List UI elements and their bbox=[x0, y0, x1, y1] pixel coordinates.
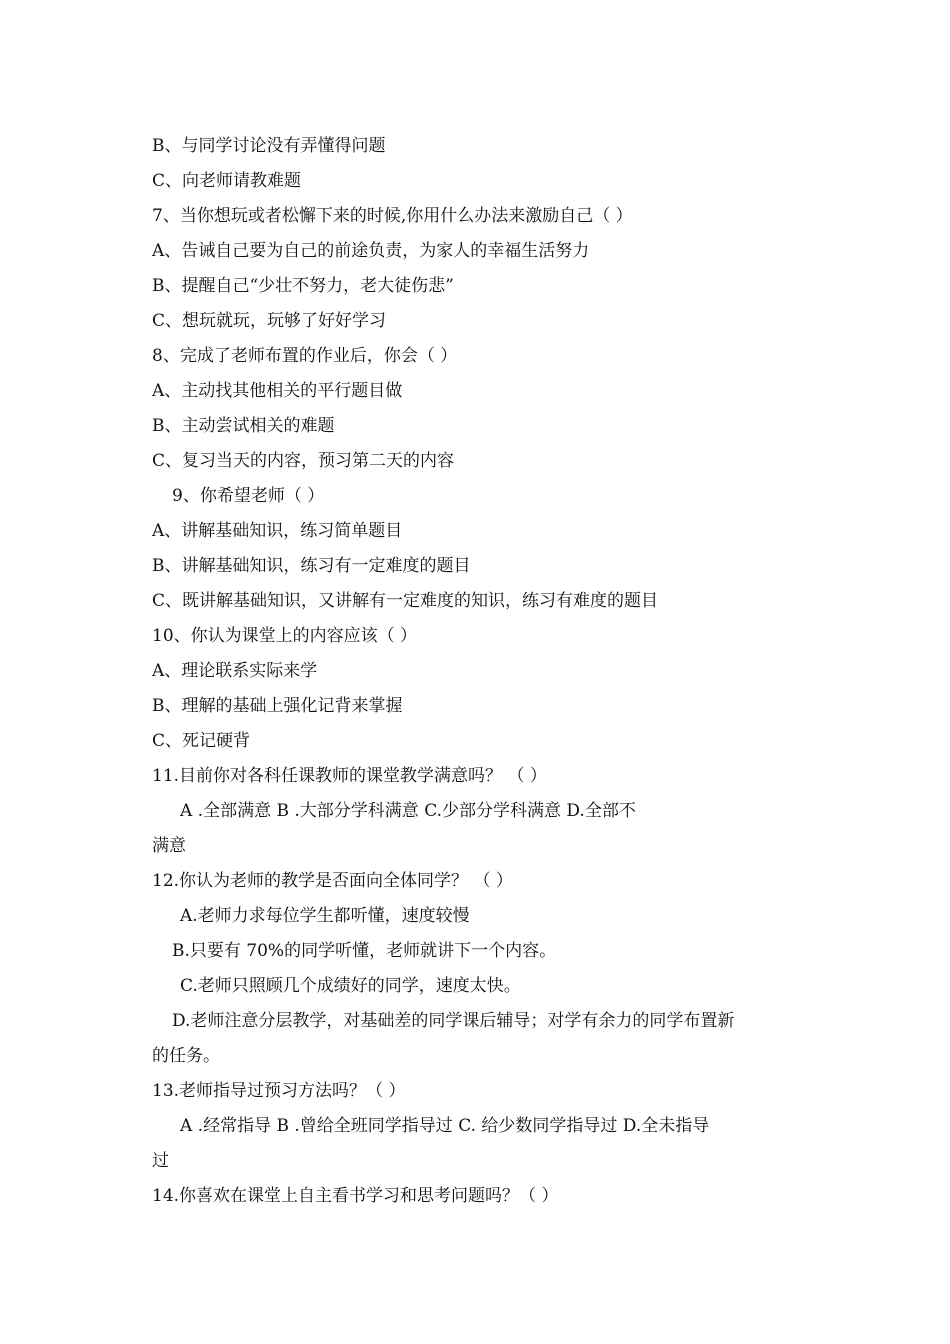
question-9-option-a: A、讲解基础知识，练习简单题目 bbox=[152, 521, 403, 541]
question-10-option-b: B、理解的基础上强化记背来掌握 bbox=[152, 696, 403, 716]
option-b-discuss: B、与同学讨论没有弄懂得问题 bbox=[152, 136, 386, 156]
question-13-options: A .经常指导 B .曾给全班同学指导过 C. 给少数同学指导过 D.全未指导 bbox=[180, 1116, 710, 1136]
question-13: 13.老师指导过预习方法吗？（ ） bbox=[152, 1081, 406, 1101]
question-13-options-continued: 过 bbox=[152, 1151, 169, 1171]
question-9: 9、你希望老师（ ） bbox=[172, 486, 325, 506]
question-14: 14.你喜欢在课堂上自主看书学习和思考问题吗？（ ） bbox=[152, 1186, 559, 1206]
question-9-option-b: B、讲解基础知识，练习有一定难度的题目 bbox=[152, 556, 471, 576]
question-10-option-c: C、死记硬背 bbox=[152, 731, 251, 751]
question-11-options-continued: 满意 bbox=[152, 836, 186, 856]
question-12-option-d: D.老师注意分层教学，对基础差的同学课后辅导；对学有余力的同学布置新 bbox=[172, 1011, 735, 1031]
question-8-option-a: A、主动找其他相关的平行题目做 bbox=[152, 381, 403, 401]
question-12: 12.你认为老师的教学是否面向全体同学？ （ ） bbox=[152, 871, 513, 891]
question-12-option-a: A.老师力求每位学生都听懂，速度较慢 bbox=[180, 906, 470, 926]
question-12-option-c: C.老师只照顾几个成绩好的同学，速度太快。 bbox=[180, 976, 521, 996]
question-11-options: A .全部满意 B .大部分学科满意 C.少部分学科满意 D.全部不 bbox=[180, 801, 636, 821]
question-7-option-c: C、想玩就玩，玩够了好好学习 bbox=[152, 311, 387, 331]
question-7-option-a: A、告诫自己要为自己的前途负责，为家人的幸福生活努力 bbox=[152, 241, 590, 261]
question-12-option-b: B.只要有 70%的同学听懂，老师就讲下一个内容。 bbox=[172, 941, 557, 961]
question-10: 10、你认为课堂上的内容应该（ ） bbox=[152, 626, 418, 646]
question-8-option-b: B、主动尝试相关的难题 bbox=[152, 416, 335, 436]
question-7-option-b: B、提醒自己“少壮不努力，老大徒伤悲” bbox=[152, 276, 454, 296]
question-9-option-c: C、既讲解基础知识，又讲解有一定难度的知识，练习有难度的题目 bbox=[152, 591, 659, 611]
question-11: 11.目前你对各科任课教师的课堂教学满意吗？ （ ） bbox=[152, 766, 547, 786]
question-7: 7、当你想玩或者松懈下来的时候,你用什么办法来激励自己（ ） bbox=[152, 206, 633, 226]
question-8-option-c: C、复习当天的内容，预习第二天的内容 bbox=[152, 451, 455, 471]
question-8: 8、完成了老师布置的作业后，你会（ ） bbox=[152, 346, 458, 366]
option-c-ask-teacher: C、向老师请教难题 bbox=[152, 171, 302, 191]
question-10-option-a: A、理论联系实际来学 bbox=[152, 661, 318, 681]
question-12-option-d-continued: 的任务。 bbox=[152, 1046, 220, 1066]
